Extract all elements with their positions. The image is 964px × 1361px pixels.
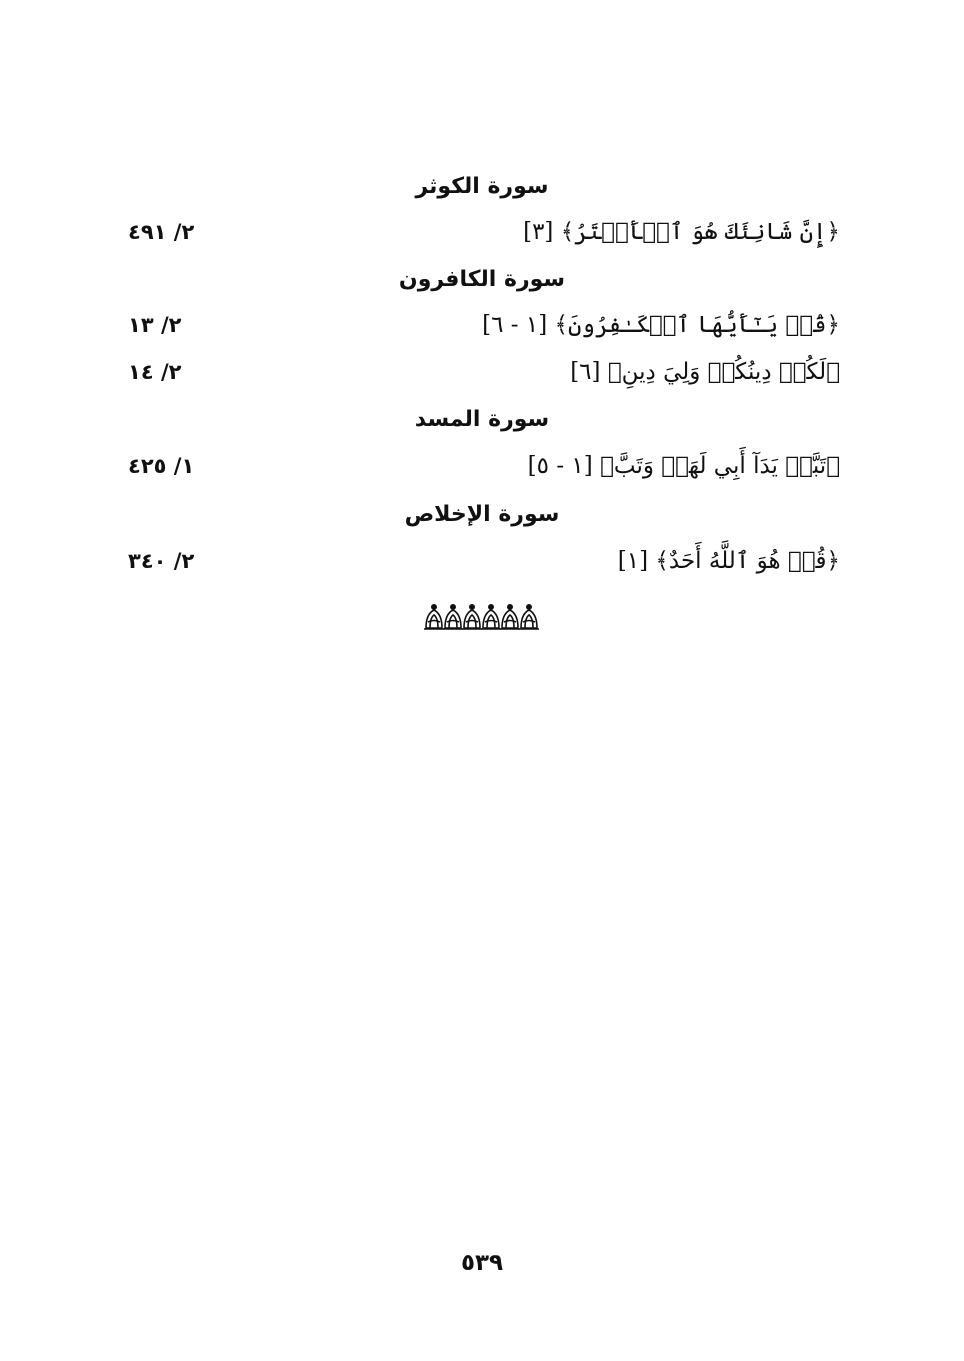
verse-text: ﴿لَكُمۡ دِينُكُمۡ وَلِيَ دِينِ﴾ [٦] [570, 359, 840, 385]
verse-text: ﴿تَبَّتۡ يَدَآ أَبِي لَهَبٖ وَتَبَّ﴾ [١ - ٥] [527, 453, 840, 479]
floral-divider-icon [422, 600, 542, 634]
index-entry [120, 308, 840, 342]
index-entry [120, 449, 840, 483]
volume-page-reference: ٢/ ١٣ [128, 313, 182, 337]
volume-page-reference: ١/ ٤٢٥ [128, 454, 195, 478]
verse-text: ﴿إِنَّ شَانِئَكَ هُوَ ٱلۡأَبۡتَرُ﴾ [٣] [523, 219, 840, 245]
verse-text: ﴿قُلۡ هُوَ ٱللَّهُ أَحَدٌ﴾ [١] [617, 548, 840, 574]
volume-page-reference: ٢/ ٤٩١ [128, 220, 195, 244]
index-entry [120, 355, 840, 389]
surah-title-kafirun: سورة الكافرون [398, 267, 566, 292]
surah-title-kawthar: سورة الكوثر [415, 174, 549, 199]
surah-title-ikhlas: سورة الإخلاص [404, 502, 560, 527]
index-entry [120, 544, 840, 578]
volume-page-reference: ٢/ ٣٤٠ [128, 549, 195, 573]
surah-title-masad: سورة المسد [414, 407, 550, 432]
verse-text: ﴿قُلۡ يَـٰٓأَيُّهَا ٱلۡكَـٰفِرُونَ﴾ [١ - ٦] [482, 312, 840, 338]
page-number: ٥٣٩ [460, 1250, 504, 1276]
volume-page-reference: ٢/ ١٤ [128, 360, 182, 384]
index-entry [120, 215, 840, 249]
